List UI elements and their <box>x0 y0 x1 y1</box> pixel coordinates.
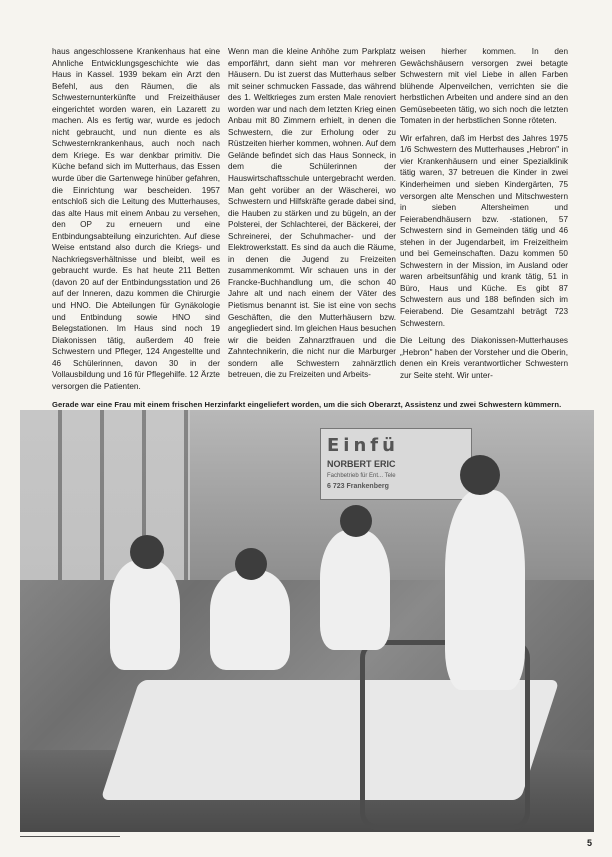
page-number: 5 <box>587 838 593 848</box>
nurse-figure <box>210 570 290 670</box>
sign-address-text: 6 723 Frankenberg <box>327 483 389 490</box>
sign-name-text: NORBERT ERIC <box>327 459 396 469</box>
nurse-head <box>235 548 267 580</box>
paragraph: Wenn man die kleine Anhöhe zum Parkplatz emporfährt, dann sieht man vor mehreren Häusern. Du ist zuerst das Mutterhaus selber mit seiner schmucken Fassade, das während des 1. Weltkrieges zum ersten Male renoviert worden war und nach dem letzten Krieg einen Anbau mit 80 Zimmern erhielt, in denen die Schwestern, die zur Erholung oder zu Rüstzeiten hierher kommen, wohnen. Auf dem Gelände befindet sich das Haus Sonneck, in dem die Schülerinnen der Hauswirtschaftsschule untergebracht werden. Man geht vorüber an der Wäscherei, wo Schwestern und Hilfskräfte gerade dabei sind, die Hauben zu stärken und zu bügeln, an der Polsterei, der Schlachterei, der Bäckerei, der Schreinerei, der Schuhmacher- und der Elektrowerkstatt. Es sind da auch die Räume, in denen die Jugend zu Freizeiten zusammenkommt. Wir schauen uns in der Francke-Buchhandlung um, die schon 40 Jahre alt und nach einem der Väter des Pietismus benannt ist. Sie ist eine von sechs Geschäften, die den Mutterhäusern bzw. angegliedert sind. Im gleichen Haus besuchen wir die beiden Zahnarztfrauen und die Zahntechnikerin, die nicht nur die Marburger sondern alle Schwestern zahnärztlich betreuen, die zu Freizeiten und Arbeits- <box>228 47 396 380</box>
photo-caption: Gerade war eine Frau mit einem frischen Herzinfarkt eingeliefert worden, um die sich Oberarzt, Assistenz und zwei Schwestern kümmern. <box>52 400 562 409</box>
doctor-head <box>460 455 500 495</box>
paragraph: Wir erfahren, daß im Herbst des Jahres 1975 1/6 Schwestern des Mutterhauses „Hebron" in vier Krankenhäusern und einer Spezialklinik tätig waren, 37 betreuen die Kinder in zwei Kinderheimen und sieben Kindergärten, 75 versorgen alte Menschen und Mitschwestern in sieben Altersheimen und Feierabendhäusern bzw. -stationen, 57 Schwestern sind in Gemeinden tätig und 46 stehen in der Jugendarbeit, im Freizeitheim und bei Gemeinschaften. Dazu kommen 50 Schwestern in der Mission, im Ausland oder waren arbeitsunfähig und krank tätig, 51 in Büro, Haus und Küche. Es gibt 87 Schwestern aus und 188 befinden sich im Feierabend. Die Gesamtzahl beträgt 723 Schwestern. <box>400 133 568 328</box>
paragraph: haus angeschlossene Krankenhaus hat eine Ahnliche Entwicklungsgeschichte wie das Haus in Kassel. 1939 bekam ein Arzt den Befehl, aus den Räumen, die als Schwesternunterkünfte und Freizeithäuser eingerichtet worden waren, ein Lazarett zu machen. Als es fertig war, wurde es jedoch nicht gebraucht, und nun diente es als Schwesternkrankenhaus, auch noch nach dem Kriege. Es war denkbar primitiv. Die Küche befand sich im Mutterhaus, das Essen wurde über die Gartenwege hinüber gefahren, die Einrichtung war bescheiden. 1957 entschloß sich die Leitung des Mutterhauses, das alte Haus mit einem Anbau zu versehen, den OP zu erneuern und eine Entbindungsabteilung einzurichten. Auf diese Weise entstand also durch die Kriegs- und Nachkriegsverhältnisse und bleibt, weil es gebraucht wurde. Es hat heute 211 Betten (davon 20 auf der Entbindungsstation und 26 auf der Inneren, dazu kommen die Chirurgie und HNO. Die Abteilungen für Gynäkologie und Entbindung sowie HNO sind Belegstationen. Im Haus sind noch 19 Diakonissen tätig, außerdem 40 freie Schwestern und Pfleger, 124 Angestellte und 46 Schülerinnen, davon 30 in der Vollausbildung und 16 für Pflegehilfe. 12 Ärzte versorgen die Patienten. <box>52 47 220 391</box>
hospital-photo <box>20 410 594 832</box>
sign-sub-text: Fachbetrieb für Ent... Tele <box>327 473 396 479</box>
text-column-1 <box>52 46 220 391</box>
footer-rule <box>20 836 120 837</box>
photo-sign <box>320 428 472 500</box>
doctor-head <box>340 505 372 537</box>
nurse-head <box>130 535 164 569</box>
text-column-3 <box>400 46 568 380</box>
doctor-figure <box>445 490 525 690</box>
paragraph: Die Leitung des Diakonissen-Mutterhauses „Hebron" haben der Vorsteher und die Oberin, denen ein Kreis verantwortlicher Schwestern zur Seite steht. Wir unter- <box>400 336 568 380</box>
sign-main-text: Einfü <box>327 435 399 456</box>
nurse-figure <box>110 560 180 670</box>
text-column-2 <box>228 46 396 380</box>
paragraph: weisen hierher kommen. In den Gewächshäusern versorgen zwei betagte Schwestern mit viel Liebe in allen Farben blühende Alpenveilchen, verrichten sie die herbstlichen Arbeiten und andere sind an den Gemüsebeeten tätig, wo sich noch die letzten Tomaten in der herbstlichen Sonne röteten. <box>400 47 568 126</box>
photo-window <box>20 410 190 580</box>
doctor-figure <box>320 530 390 650</box>
